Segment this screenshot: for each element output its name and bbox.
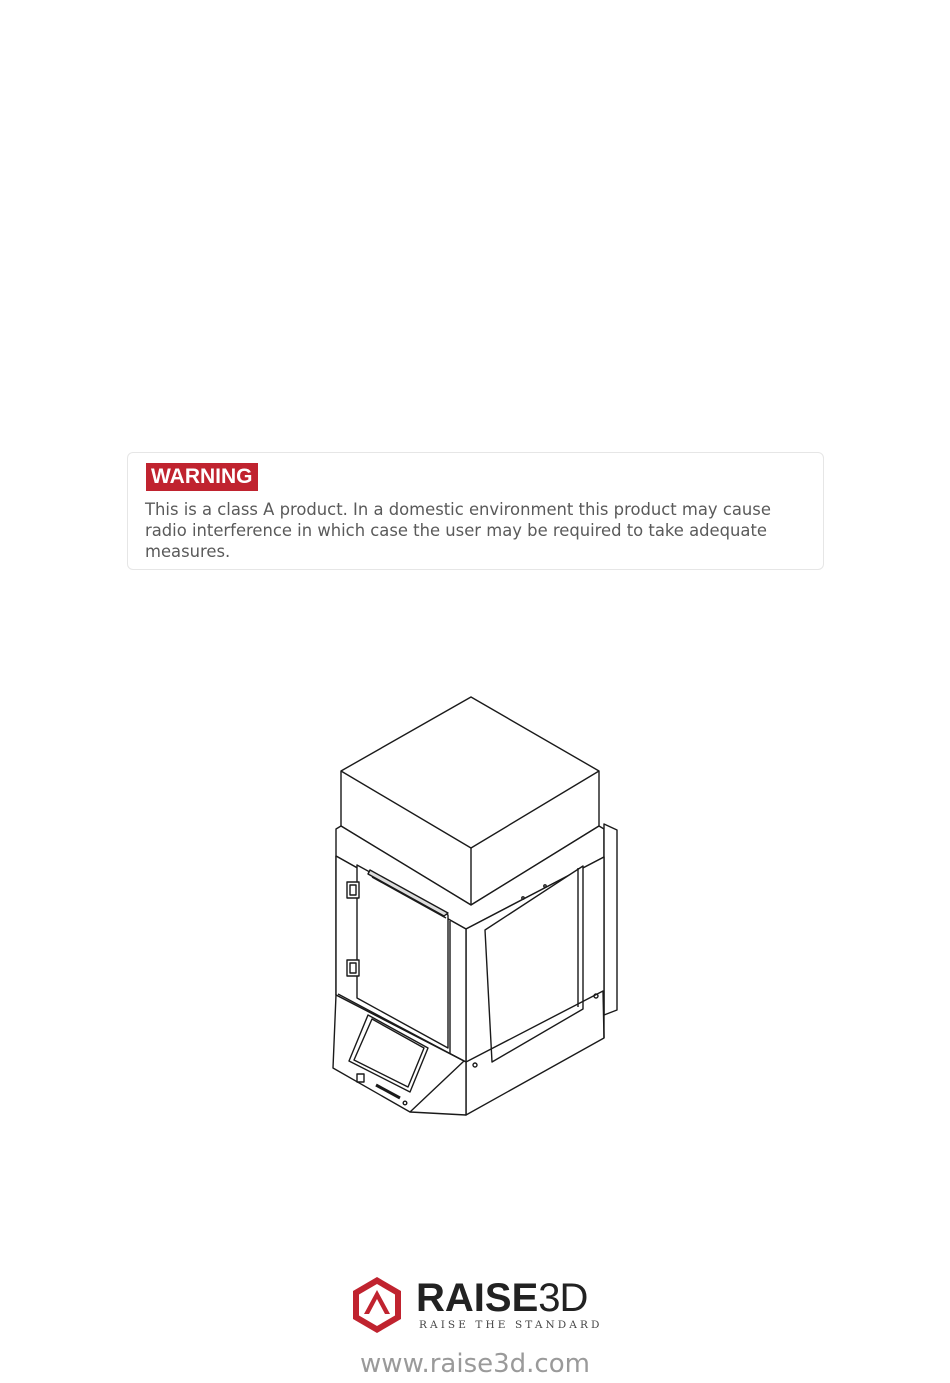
brand-name (416, 1278, 587, 1318)
printer-drawing-icon (320, 690, 640, 1120)
brand-tagline: RAISE THE STANDARD (419, 1319, 603, 1331)
raise3d-logo (350, 1276, 602, 1338)
website-link[interactable]: www.raise3d.com (360, 1349, 590, 1379)
raise3d-hexagon-logo-icon (350, 1276, 404, 1334)
warning-notice (127, 452, 824, 570)
warning-badge: WARNING (146, 463, 258, 491)
printer-illustration (320, 690, 640, 1120)
brand-suffix: 3D (538, 1276, 588, 1320)
warning-text: This is a class A product. In a domestic environment this product may cause radio interference in which case the user may be required to take adequate measures. (145, 500, 771, 561)
brand-main: RAISE (416, 1276, 539, 1320)
